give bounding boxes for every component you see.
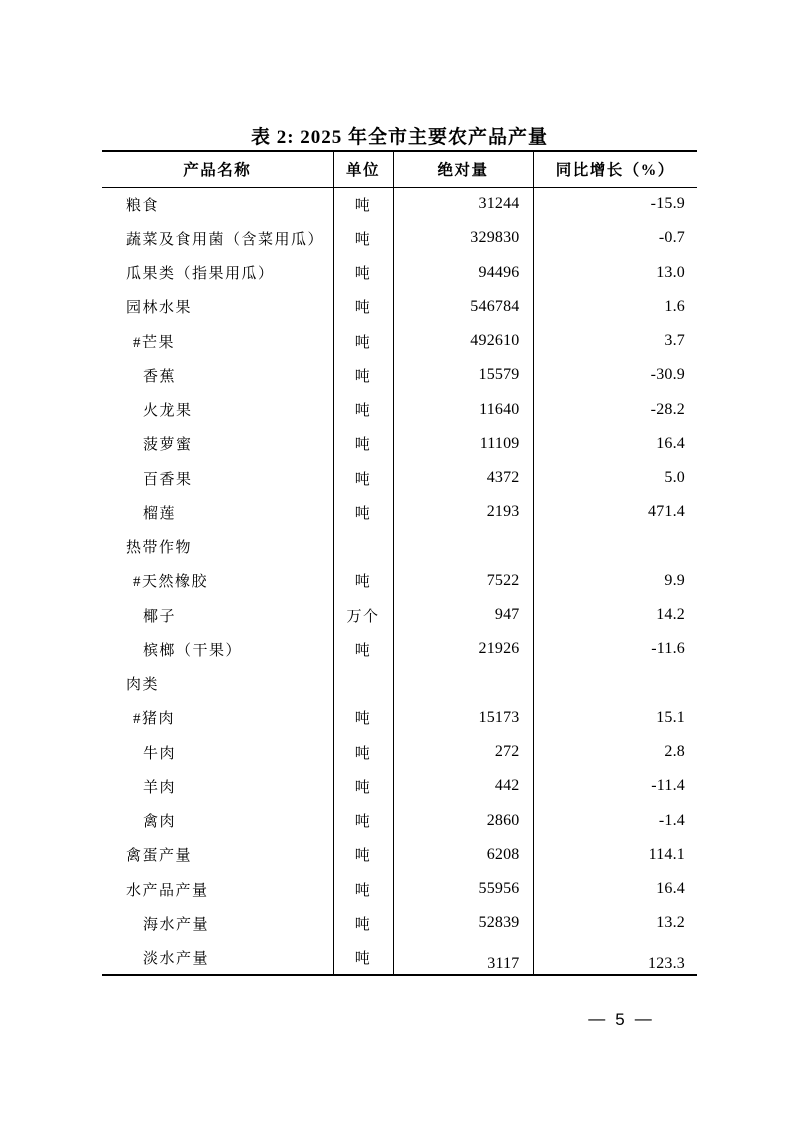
yoy-growth-cell: [533, 667, 697, 701]
table-row: [102, 221, 697, 255]
table-row: [102, 632, 697, 666]
absolute-value-cell: 94496: [393, 256, 533, 290]
table-row: [102, 667, 697, 701]
unit-cell: 吨: [333, 256, 393, 290]
yoy-growth-cell: -11.4: [533, 769, 697, 803]
table-body: [102, 187, 697, 975]
product-name-cell: 海水产量: [143, 916, 210, 933]
page-number-dash-left: —: [588, 1009, 606, 1028]
yoy-growth-cell: 5.0: [533, 461, 697, 495]
unit-cell: 吨: [333, 358, 393, 392]
table-row: [102, 187, 697, 221]
unit-cell: 吨: [333, 427, 393, 461]
table-row: [102, 769, 697, 803]
table-row: [102, 495, 697, 529]
yoy-growth-cell: -15.9: [533, 187, 697, 221]
unit-cell: 吨: [333, 632, 393, 666]
yoy-growth-cell: 2.8: [533, 735, 697, 769]
product-name-cell: 肉类: [126, 677, 160, 694]
product-name-cell: 园林水果: [126, 300, 193, 317]
absolute-value-cell: 11640: [393, 393, 533, 427]
table-row: [102, 427, 697, 461]
product-name-cell: 榴莲: [143, 505, 177, 522]
yoy-growth-cell: 3.7: [533, 324, 697, 358]
absolute-value-cell: 31244: [393, 187, 533, 221]
absolute-value-cell: 329830: [393, 221, 533, 255]
yoy-growth-cell: 471.4: [533, 495, 697, 529]
unit-cell: 吨: [333, 324, 393, 358]
unit-cell: [333, 530, 393, 564]
product-name-cell: 火龙果: [143, 403, 193, 420]
absolute-value-cell: 546784: [393, 290, 533, 324]
unit-cell: 吨: [333, 769, 393, 803]
table-row: [102, 838, 697, 872]
absolute-value-cell: 272: [393, 735, 533, 769]
unit-cell: 吨: [333, 290, 393, 324]
absolute-value-cell: 15173: [393, 701, 533, 735]
absolute-value-cell: 55956: [393, 872, 533, 906]
yoy-growth-cell: 16.4: [533, 427, 697, 461]
product-name-cell: 瓜果类（指果用瓜）: [126, 266, 275, 283]
product-name-cell: 牛肉: [143, 745, 177, 762]
unit-cell: 吨: [333, 838, 393, 872]
table-row: [102, 701, 697, 735]
product-name-cell: 禽蛋产量: [126, 848, 193, 865]
absolute-value-cell: 15579: [393, 358, 533, 392]
yoy-growth-cell: 9.9: [533, 564, 697, 598]
yoy-growth-cell: 123.3: [533, 941, 697, 975]
unit-cell: 吨: [333, 804, 393, 838]
yoy-growth-cell: -28.2: [533, 393, 697, 427]
table-row: [102, 598, 697, 632]
unit-cell: [333, 667, 393, 701]
unit-cell: 吨: [333, 941, 393, 975]
product-name-cell: 菠萝蜜: [143, 437, 193, 454]
product-name-cell: 椰子: [143, 608, 177, 625]
yoy-growth-cell: 13.0: [533, 256, 697, 290]
table-row: [102, 735, 697, 769]
unit-cell: 吨: [333, 564, 393, 598]
header-yoy-growth: 同比增长（%）: [533, 151, 697, 187]
table-row: [102, 393, 697, 427]
absolute-value-cell: 2860: [393, 804, 533, 838]
agricultural-products-table: [102, 150, 697, 976]
header-row: [102, 151, 697, 187]
table-row: [102, 461, 697, 495]
absolute-value-cell: 7522: [393, 564, 533, 598]
table-title: 表 2: 2025 年全市主要农产品产量: [250, 127, 549, 148]
absolute-value-cell: [393, 667, 533, 701]
yoy-growth-cell: 16.4: [533, 872, 697, 906]
absolute-value-cell: [393, 530, 533, 564]
unit-cell: 万个: [333, 598, 393, 632]
product-name-cell: 淡水产量: [143, 950, 210, 967]
product-name-cell: 槟榔（干果）: [143, 642, 243, 659]
yoy-growth-cell: -1.4: [533, 804, 697, 838]
page-number-value: 5: [615, 1010, 625, 1029]
yoy-growth-cell: 1.6: [533, 290, 697, 324]
unit-cell: 吨: [333, 393, 393, 427]
product-name-cell: 百香果: [143, 471, 193, 488]
unit-cell: 吨: [333, 701, 393, 735]
absolute-value-cell: 442: [393, 769, 533, 803]
product-name-cell: 蔬菜及食用菌（含菜用瓜）: [126, 231, 325, 248]
table-row: [102, 804, 697, 838]
unit-cell: 吨: [333, 735, 393, 769]
absolute-value-cell: 492610: [393, 324, 533, 358]
absolute-value-cell: 21926: [393, 632, 533, 666]
yoy-growth-cell: 13.2: [533, 906, 697, 940]
product-name-cell: 粮食: [126, 197, 160, 214]
unit-cell: 吨: [333, 872, 393, 906]
absolute-value-cell: 52839: [393, 906, 533, 940]
table-row: [102, 358, 697, 392]
page-number: [555, 1010, 685, 1030]
unit-cell: 吨: [333, 461, 393, 495]
absolute-value-cell: 6208: [393, 838, 533, 872]
absolute-value-cell: 4372: [393, 461, 533, 495]
yoy-growth-cell: -0.7: [533, 221, 697, 255]
unit-cell: 吨: [333, 906, 393, 940]
yoy-growth-cell: 14.2: [533, 598, 697, 632]
product-name-cell: 热带作物: [126, 540, 193, 557]
table-row: [102, 256, 697, 290]
header-product-name: 产品名称: [102, 151, 333, 187]
unit-cell: 吨: [333, 221, 393, 255]
table-row: [102, 941, 697, 975]
yoy-growth-cell: 114.1: [533, 838, 697, 872]
table-header: [102, 151, 697, 187]
product-name-cell: 水产品产量: [126, 882, 209, 899]
table-row: [102, 290, 697, 324]
yoy-growth-cell: -11.6: [533, 632, 697, 666]
header-absolute: 绝对量: [393, 151, 533, 187]
page-number-dash-right: —: [634, 1009, 652, 1028]
product-name-cell: 禽肉: [143, 814, 177, 831]
header-unit: 单位: [333, 151, 393, 187]
yoy-growth-cell: -30.9: [533, 358, 697, 392]
absolute-value-cell: 2193: [393, 495, 533, 529]
product-name-cell: 香蕉: [143, 368, 177, 385]
product-name-cell: 羊肉: [143, 779, 177, 796]
yoy-growth-cell: [533, 530, 697, 564]
table-row: [102, 564, 697, 598]
table-row: [102, 906, 697, 940]
absolute-value-cell: 11109: [393, 427, 533, 461]
table-row: [102, 872, 697, 906]
product-name-cell: #猪肉: [133, 711, 176, 728]
product-name-cell: #芒果: [133, 334, 176, 351]
unit-cell: 吨: [333, 187, 393, 221]
table-row: [102, 530, 697, 564]
table-row: [102, 324, 697, 358]
product-name-cell: #天然橡胶: [133, 574, 209, 591]
unit-cell: 吨: [333, 495, 393, 529]
yoy-growth-cell: 15.1: [533, 701, 697, 735]
absolute-value-cell: 3117: [393, 941, 533, 975]
absolute-value-cell: 947: [393, 598, 533, 632]
